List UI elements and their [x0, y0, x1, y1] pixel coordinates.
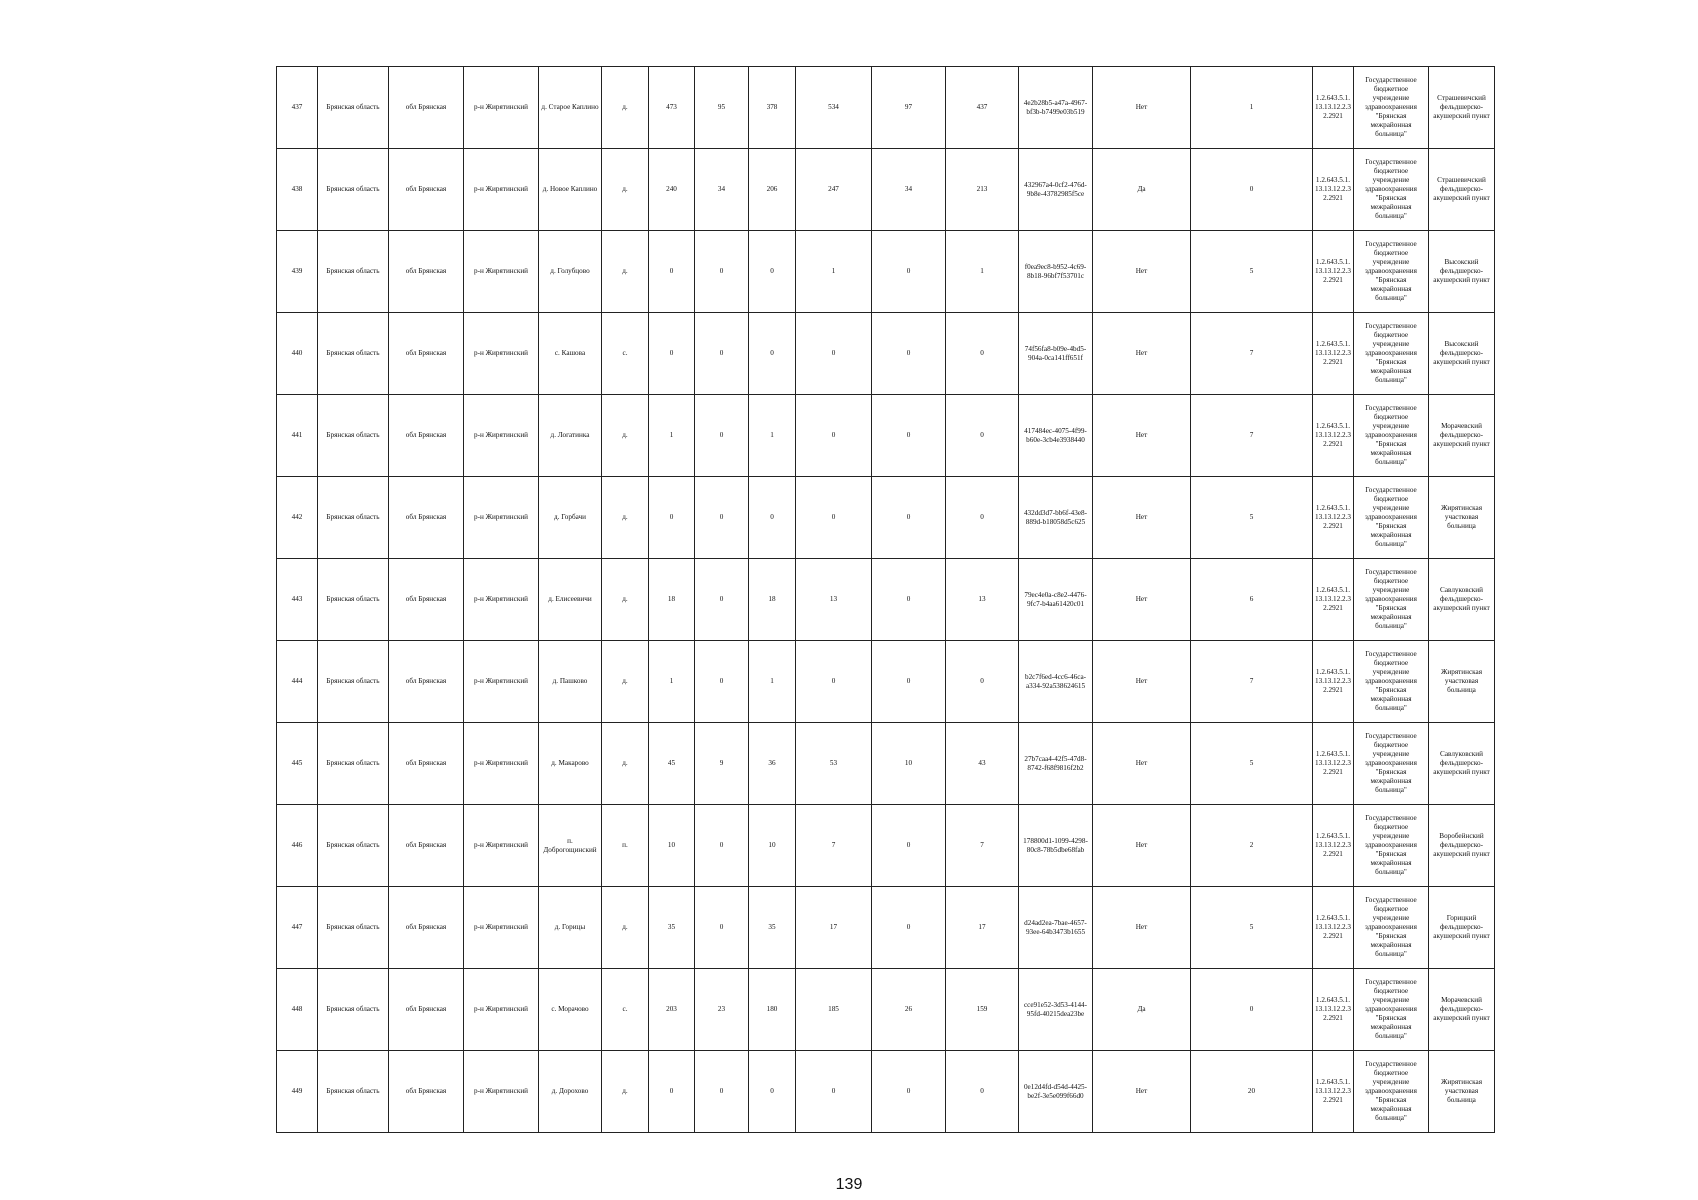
cell-unit: Савлуковский фельдшерско-акушерский пункт [1429, 723, 1495, 805]
cell-code: 1.2.643.5.1.13.13.12.2.32.2921 [1313, 887, 1354, 969]
cell-flag: Нет [1093, 559, 1191, 641]
cell-c3: 0 [749, 477, 796, 559]
cell-num: 441 [277, 395, 318, 477]
cell-flag: Нет [1093, 1051, 1191, 1133]
cell-region: обл Брянская [389, 395, 464, 477]
cell-region: обл Брянская [389, 1051, 464, 1133]
cell-unit: Горицкий фельдшерско-акушерский пункт [1429, 887, 1495, 969]
cell-org: Государственное бюджетное учреждение здравоохранения "Брянская межрайонная больница" [1354, 231, 1429, 313]
cell-c5: 10 [872, 723, 946, 805]
cell-region: обл Брянская [389, 887, 464, 969]
cell-c5: 0 [872, 313, 946, 395]
cell-c3: 1 [749, 395, 796, 477]
cell-guid: 4e2b28b5-a47a-4967-bf3b-b7499e03b519 [1019, 67, 1093, 149]
cell-type: д. [602, 231, 649, 313]
cell-dist: 7 [1191, 313, 1313, 395]
cell-org: Государственное бюджетное учреждение здравоохранения "Брянская межрайонная больница" [1354, 805, 1429, 887]
cell-num: 440 [277, 313, 318, 395]
cell-dist: 5 [1191, 723, 1313, 805]
cell-subject: Брянская область [318, 805, 389, 887]
cell-c5: 0 [872, 641, 946, 723]
cell-flag: Нет [1093, 231, 1191, 313]
cell-guid: 417484ec-4075-4f99-b60e-3cb4e3938440 [1019, 395, 1093, 477]
cell-type: д. [602, 1051, 649, 1133]
cell-subject: Брянская область [318, 641, 389, 723]
cell-c6: 1 [946, 231, 1019, 313]
cell-c6: 7 [946, 805, 1019, 887]
cell-c3: 378 [749, 67, 796, 149]
cell-type: п. [602, 805, 649, 887]
cell-subject: Брянская область [318, 231, 389, 313]
cell-num: 443 [277, 559, 318, 641]
document-page [276, 66, 1490, 1133]
cell-c6: 17 [946, 887, 1019, 969]
cell-guid: 432dd3d7-bb6f-43e8-889d-b18058d5c625 [1019, 477, 1093, 559]
cell-c1: 35 [649, 887, 695, 969]
cell-c5: 0 [872, 805, 946, 887]
cell-type: д. [602, 149, 649, 231]
cell-type: д. [602, 641, 649, 723]
cell-unit: Жирятинская участковая больница [1429, 641, 1495, 723]
cell-code: 1.2.643.5.1.13.13.12.2.32.2921 [1313, 723, 1354, 805]
cell-guid: 432967a4-0cf2-476d-9b8e-43782985f5ce [1019, 149, 1093, 231]
cell-region: обл Брянская [389, 313, 464, 395]
cell-guid: b2c7f6ed-4cc6-46ca-a334-92a538624615 [1019, 641, 1093, 723]
cell-num: 447 [277, 887, 318, 969]
cell-num: 442 [277, 477, 318, 559]
cell-c5: 0 [872, 395, 946, 477]
cell-c5: 26 [872, 969, 946, 1051]
cell-unit: Морачевский фельдшерско-акушерский пункт [1429, 969, 1495, 1051]
cell-district: р-н Жирятинский [464, 559, 539, 641]
cell-c4: 0 [796, 1051, 872, 1133]
cell-subject: Брянская область [318, 969, 389, 1051]
cell-code: 1.2.643.5.1.13.13.12.2.32.2921 [1313, 641, 1354, 723]
cell-settlement: д. Голубцово [539, 231, 602, 313]
cell-c5: 0 [872, 887, 946, 969]
cell-c4: 7 [796, 805, 872, 887]
cell-c2: 0 [695, 805, 749, 887]
cell-c2: 0 [695, 477, 749, 559]
cell-c6: 159 [946, 969, 1019, 1051]
cell-c2: 0 [695, 395, 749, 477]
cell-type: д. [602, 887, 649, 969]
cell-org: Государственное бюджетное учреждение здравоохранения "Брянская межрайонная больница" [1354, 67, 1429, 149]
cell-code: 1.2.643.5.1.13.13.12.2.32.2921 [1313, 67, 1354, 149]
cell-org: Государственное бюджетное учреждение здравоохранения "Брянская межрайонная больница" [1354, 887, 1429, 969]
cell-settlement: д. Новое Каплино [539, 149, 602, 231]
cell-subject: Брянская область [318, 477, 389, 559]
cell-c1: 1 [649, 395, 695, 477]
cell-settlement: д. Дорохово [539, 1051, 602, 1133]
table-row [277, 477, 1495, 559]
cell-c3: 10 [749, 805, 796, 887]
cell-subject: Брянская область [318, 67, 389, 149]
cell-type: д. [602, 559, 649, 641]
cell-c2: 9 [695, 723, 749, 805]
cell-c4: 0 [796, 313, 872, 395]
cell-c2: 0 [695, 641, 749, 723]
cell-c4: 17 [796, 887, 872, 969]
cell-c1: 45 [649, 723, 695, 805]
cell-org: Государственное бюджетное учреждение здравоохранения "Брянская межрайонная больница" [1354, 477, 1429, 559]
cell-c4: 0 [796, 641, 872, 723]
cell-c5: 97 [872, 67, 946, 149]
cell-guid: d24ad2ea-7bae-4657-93ee-64b3473b1655 [1019, 887, 1093, 969]
cell-subject: Брянская область [318, 1051, 389, 1133]
cell-c3: 0 [749, 231, 796, 313]
cell-code: 1.2.643.5.1.13.13.12.2.32.2921 [1313, 969, 1354, 1051]
cell-region: обл Брянская [389, 231, 464, 313]
cell-district: р-н Жирятинский [464, 313, 539, 395]
cell-c6: 0 [946, 641, 1019, 723]
cell-district: р-н Жирятинский [464, 395, 539, 477]
table-row [277, 231, 1495, 313]
cell-district: р-н Жирятинский [464, 1051, 539, 1133]
table-row [277, 641, 1495, 723]
cell-unit: Морачевский фельдшерско-акушерский пункт [1429, 395, 1495, 477]
cell-type: д. [602, 477, 649, 559]
cell-region: обл Брянская [389, 641, 464, 723]
cell-settlement: д. Елисеевичи [539, 559, 602, 641]
cell-settlement: д. Старое Каплино [539, 67, 602, 149]
cell-unit: Страшевичский фельдшерско-акушерский пункт [1429, 67, 1495, 149]
cell-type: д. [602, 395, 649, 477]
cell-settlement: д. Логатинка [539, 395, 602, 477]
cell-region: обл Брянская [389, 969, 464, 1051]
cell-c1: 0 [649, 477, 695, 559]
cell-unit: Жирятинская участковая больница [1429, 477, 1495, 559]
cell-num: 437 [277, 67, 318, 149]
cell-type: д. [602, 67, 649, 149]
cell-district: р-н Жирятинский [464, 969, 539, 1051]
table-row [277, 887, 1495, 969]
cell-c4: 13 [796, 559, 872, 641]
cell-c1: 473 [649, 67, 695, 149]
cell-c5: 0 [872, 477, 946, 559]
cell-num: 444 [277, 641, 318, 723]
cell-c5: 34 [872, 149, 946, 231]
cell-code: 1.2.643.5.1.13.13.12.2.32.2921 [1313, 1051, 1354, 1133]
cell-type: д. [602, 723, 649, 805]
cell-type: с. [602, 969, 649, 1051]
cell-region: обл Брянская [389, 559, 464, 641]
cell-org: Государственное бюджетное учреждение здравоохранения "Брянская межрайонная больница" [1354, 969, 1429, 1051]
cell-dist: 0 [1191, 149, 1313, 231]
cell-c2: 95 [695, 67, 749, 149]
cell-code: 1.2.643.5.1.13.13.12.2.32.2921 [1313, 313, 1354, 395]
cell-c4: 0 [796, 477, 872, 559]
cell-subject: Брянская область [318, 149, 389, 231]
cell-flag: Нет [1093, 395, 1191, 477]
cell-guid: 27b7caa4-42f5-47d8-8742-f68f9816f2b2 [1019, 723, 1093, 805]
table-row [277, 559, 1495, 641]
cell-c1: 203 [649, 969, 695, 1051]
cell-flag: Да [1093, 149, 1191, 231]
cell-c3: 1 [749, 641, 796, 723]
cell-c4: 247 [796, 149, 872, 231]
cell-code: 1.2.643.5.1.13.13.12.2.32.2921 [1313, 477, 1354, 559]
cell-type: с. [602, 313, 649, 395]
cell-unit: Высокский фельдшерско-акушерский пункт [1429, 231, 1495, 313]
table-row [277, 313, 1495, 395]
cell-subject: Брянская область [318, 313, 389, 395]
cell-district: р-н Жирятинский [464, 723, 539, 805]
cell-dist: 1 [1191, 67, 1313, 149]
cell-c1: 18 [649, 559, 695, 641]
cell-dist: 5 [1191, 231, 1313, 313]
cell-org: Государственное бюджетное учреждение здравоохранения "Брянская межрайонная больница" [1354, 395, 1429, 477]
cell-region: обл Брянская [389, 67, 464, 149]
cell-c6: 13 [946, 559, 1019, 641]
cell-c3: 180 [749, 969, 796, 1051]
table-row [277, 805, 1495, 887]
cell-c6: 0 [946, 313, 1019, 395]
cell-flag: Да [1093, 969, 1191, 1051]
cell-org: Государственное бюджетное учреждение здравоохранения "Брянская межрайонная больница" [1354, 1051, 1429, 1133]
cell-subject: Брянская область [318, 723, 389, 805]
cell-settlement: с. Кашова [539, 313, 602, 395]
cell-settlement: д. Пашково [539, 641, 602, 723]
cell-code: 1.2.643.5.1.13.13.12.2.32.2921 [1313, 559, 1354, 641]
cell-c1: 240 [649, 149, 695, 231]
cell-dist: 20 [1191, 1051, 1313, 1133]
cell-c3: 35 [749, 887, 796, 969]
cell-c6: 213 [946, 149, 1019, 231]
cell-c3: 206 [749, 149, 796, 231]
cell-c3: 0 [749, 313, 796, 395]
cell-unit: Савлуковский фельдшерско-акушерский пункт [1429, 559, 1495, 641]
page-number: 139 [835, 1176, 863, 1193]
cell-num: 449 [277, 1051, 318, 1133]
cell-num: 438 [277, 149, 318, 231]
cell-dist: 0 [1191, 969, 1313, 1051]
cell-c2: 0 [695, 559, 749, 641]
cell-flag: Нет [1093, 313, 1191, 395]
cell-c2: 0 [695, 1051, 749, 1133]
cell-dist: 6 [1191, 559, 1313, 641]
cell-c1: 1 [649, 641, 695, 723]
cell-c6: 437 [946, 67, 1019, 149]
cell-flag: Нет [1093, 805, 1191, 887]
cell-guid: 0e12d4fd-d54d-4425-be2f-3e5e099f66d0 [1019, 1051, 1093, 1133]
table-row [277, 969, 1495, 1051]
cell-flag: Нет [1093, 887, 1191, 969]
cell-org: Государственное бюджетное учреждение здравоохранения "Брянская межрайонная больница" [1354, 149, 1429, 231]
cell-c5: 0 [872, 559, 946, 641]
cell-c1: 0 [649, 1051, 695, 1133]
cell-c6: 0 [946, 395, 1019, 477]
cell-c4: 534 [796, 67, 872, 149]
cell-district: р-н Жирятинский [464, 231, 539, 313]
cell-settlement: п. Доброгощинский [539, 805, 602, 887]
cell-code: 1.2.643.5.1.13.13.12.2.32.2921 [1313, 395, 1354, 477]
cell-district: р-н Жирятинский [464, 477, 539, 559]
cell-unit: Страшевичский фельдшерско-акушерский пункт [1429, 149, 1495, 231]
cell-c6: 0 [946, 477, 1019, 559]
table-row [277, 1051, 1495, 1133]
cell-c1: 0 [649, 231, 695, 313]
cell-code: 1.2.643.5.1.13.13.12.2.32.2921 [1313, 805, 1354, 887]
cell-num: 439 [277, 231, 318, 313]
cell-settlement: д. Горбачи [539, 477, 602, 559]
cell-c4: 53 [796, 723, 872, 805]
table-row [277, 149, 1495, 231]
cell-code: 1.2.643.5.1.13.13.12.2.32.2921 [1313, 149, 1354, 231]
cell-c5: 0 [872, 231, 946, 313]
cell-num: 446 [277, 805, 318, 887]
cell-guid: f0ea9ec8-b952-4c69-8b18-96bf7f53701c [1019, 231, 1093, 313]
cell-c3: 18 [749, 559, 796, 641]
cell-org: Государственное бюджетное учреждение здравоохранения "Брянская межрайонная больница" [1354, 723, 1429, 805]
cell-unit: Воробейнский фельдшерско-акушерский пункт [1429, 805, 1495, 887]
cell-org: Государственное бюджетное учреждение здравоохранения "Брянская межрайонная больница" [1354, 313, 1429, 395]
cell-flag: Нет [1093, 723, 1191, 805]
cell-district: р-н Жирятинский [464, 149, 539, 231]
cell-region: обл Брянская [389, 805, 464, 887]
table-row [277, 67, 1495, 149]
cell-flag: Нет [1093, 67, 1191, 149]
table-row [277, 395, 1495, 477]
cell-org: Государственное бюджетное учреждение здравоохранения "Брянская межрайонная больница" [1354, 559, 1429, 641]
cell-c5: 0 [872, 1051, 946, 1133]
cell-settlement: д. Горицы [539, 887, 602, 969]
cell-c6: 43 [946, 723, 1019, 805]
cell-dist: 5 [1191, 477, 1313, 559]
cell-district: р-н Жирятинский [464, 805, 539, 887]
cell-c3: 36 [749, 723, 796, 805]
cell-num: 445 [277, 723, 318, 805]
cell-c2: 0 [695, 887, 749, 969]
cell-c1: 10 [649, 805, 695, 887]
cell-c4: 0 [796, 395, 872, 477]
cell-unit: Высокский фельдшерско-акушерский пункт [1429, 313, 1495, 395]
cell-subject: Брянская область [318, 395, 389, 477]
cell-dist: 2 [1191, 805, 1313, 887]
cell-guid: 178800d1-1099-4298-80c8-78b5dbe68fab [1019, 805, 1093, 887]
cell-num: 448 [277, 969, 318, 1051]
cell-district: р-н Жирятинский [464, 887, 539, 969]
cell-c2: 23 [695, 969, 749, 1051]
cell-guid: 74f56fa8-b09e-4bd5-904a-0ca141ff651f [1019, 313, 1093, 395]
cell-region: обл Брянская [389, 149, 464, 231]
cell-region: обл Брянская [389, 723, 464, 805]
cell-code: 1.2.643.5.1.13.13.12.2.32.2921 [1313, 231, 1354, 313]
cell-c3: 0 [749, 1051, 796, 1133]
cell-dist: 7 [1191, 395, 1313, 477]
cell-org: Государственное бюджетное учреждение здравоохранения "Брянская межрайонная больница" [1354, 641, 1429, 723]
cell-region: обл Брянская [389, 477, 464, 559]
cell-settlement: д. Макарово [539, 723, 602, 805]
cell-flag: Нет [1093, 641, 1191, 723]
cell-settlement: с. Морачово [539, 969, 602, 1051]
cell-district: р-н Жирятинский [464, 641, 539, 723]
cell-guid: 79ec4e0a-c8e2-4476-9fc7-b4aa61420c01 [1019, 559, 1093, 641]
cell-unit: Жирятинская участковая больница [1429, 1051, 1495, 1133]
cell-c2: 0 [695, 231, 749, 313]
cell-flag: Нет [1093, 477, 1191, 559]
cell-dist: 7 [1191, 641, 1313, 723]
cell-c1: 0 [649, 313, 695, 395]
table-row [277, 723, 1495, 805]
cell-c4: 1 [796, 231, 872, 313]
cell-subject: Брянская область [318, 887, 389, 969]
settlements-table [276, 66, 1495, 1133]
cell-subject: Брянская область [318, 559, 389, 641]
cell-c6: 0 [946, 1051, 1019, 1133]
cell-dist: 5 [1191, 887, 1313, 969]
cell-guid: cce91e52-3d53-4144-95fd-40215dea23be [1019, 969, 1093, 1051]
cell-c2: 0 [695, 313, 749, 395]
cell-district: р-н Жирятинский [464, 67, 539, 149]
cell-c2: 34 [695, 149, 749, 231]
cell-c4: 185 [796, 969, 872, 1051]
